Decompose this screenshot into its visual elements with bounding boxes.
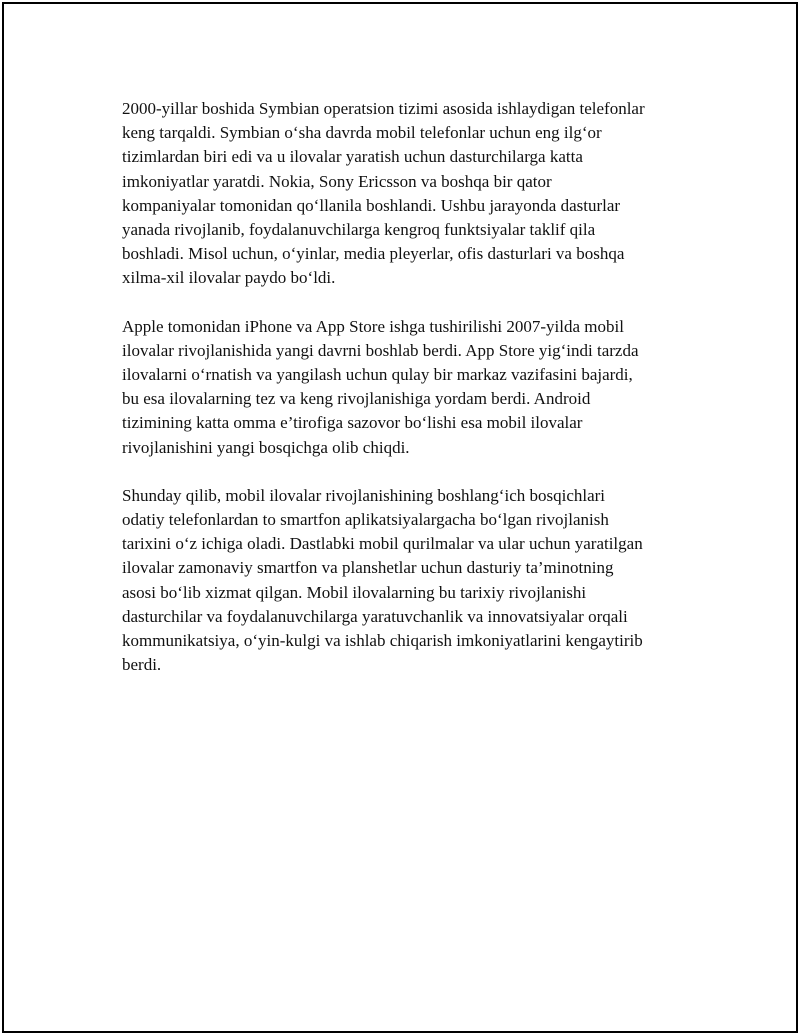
paragraph-symbian: 2000-yillar boshida Symbian operatsion tizimi asosida ishlaydigan telefonlar keng tarqaldi. Symbian o‘sha davrda mobil telefonlar uchun eng ilg‘or tizimlardan biri edi va u ilovalar yaratish uchun dasturchilarga katta imkoniyatlar yaratdi. Nokia, Sony Ericsson va boshqa bir qator kompaniyalar tomonidan qo‘llanila boshlandi. Ushbu jarayonda dasturlar yanada rivojlanib, foydalanuvchilarga kengroq funktsiyalar taklif qila boshladi. Misol uchun, o‘yinlar, media pleyerlar, ofis dasturlari va boshqa xilma-xil ilovalar paydo bo‘ldi.: [122, 99, 645, 288]
page-frame: [2, 2, 798, 1033]
document-body: [122, 97, 697, 701]
paragraph-conclusion: Shunday qilib, mobil ilovalar rivojlanishining boshlang‘ich bosqichlari odatiy telefonlardan to smartfon aplikatsiyalargacha bo‘lgan rivojlanish tarixini o‘z ichiga oladi. Dastlabki mobil qurilmalar va ular uchun yaratilgan ilovalar zamonaviy smartfon va planshetlar uchun dasturiy ta’minotning asosi bo‘lib xizmat qilgan. Mobil ilovalarning bu tarixiy rivojlanishi dasturchilar va foydalanuvchilarga yaratuvchanlik va innovatsiyalar orqali kommunikatsiya, o‘yin-kulgi va ishlab chiqarish imkoniyatlarini kengaytirib berdi.: [122, 485, 643, 675]
paragraph-app-store: Apple tomonidan iPhone va App Store ishga tushirilishi 2007-yilda mobil ilovalar rivojlanishida yangi davrni boshlab berdi. App Store yig‘indi tarzda ilovalarni o‘rnatish va yangilash uchun qulay bir markaz vazifasini bajardi, bu esa ilovalarning tez va keng rivojlanishiga yordam berdi. Android tizimining katta omma e’tirofiga sazovor bo‘lishi esa mobil ilovalar rivojlanishini yangi bosqichga olib chiqdi.: [122, 316, 639, 457]
